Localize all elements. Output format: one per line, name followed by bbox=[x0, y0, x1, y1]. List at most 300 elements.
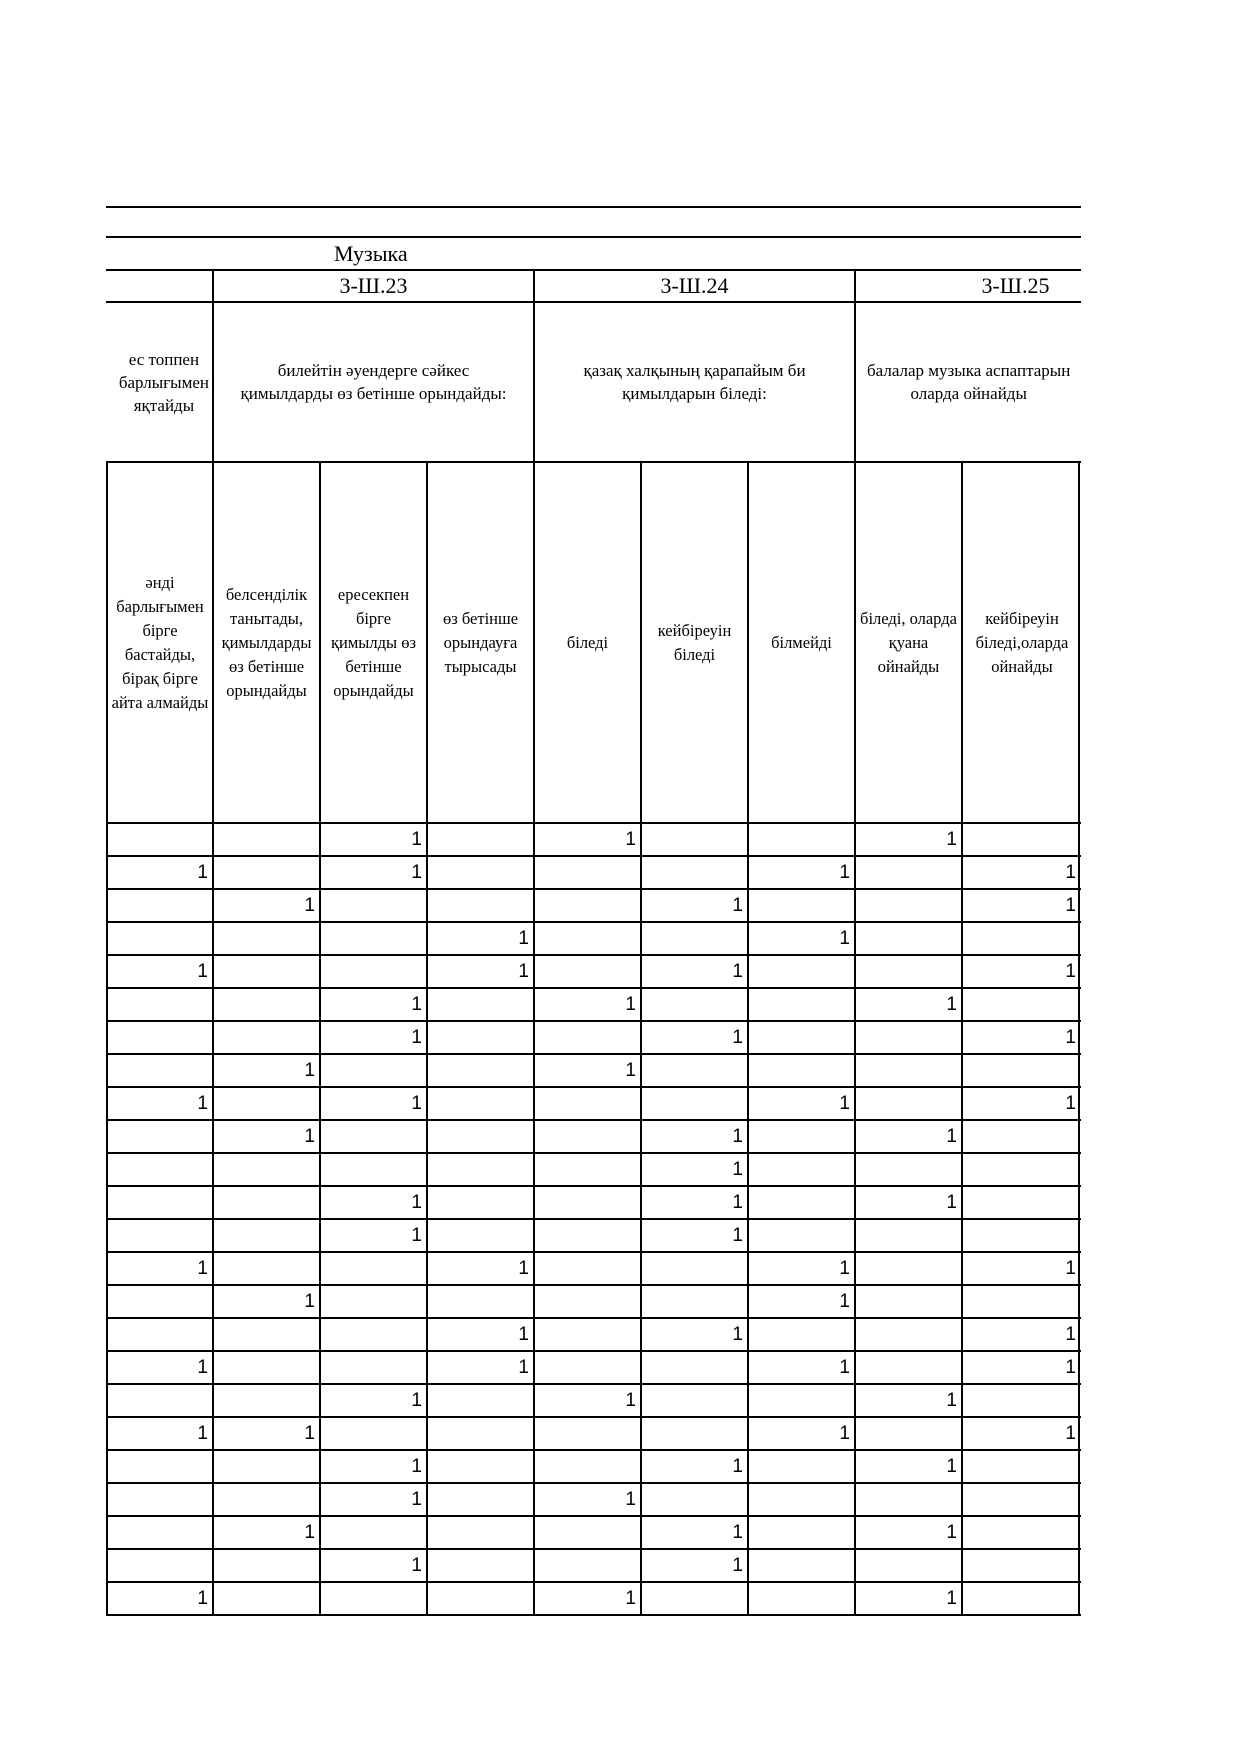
table-cell-text: 1 bbox=[839, 1257, 850, 1279]
table-cell bbox=[106, 1054, 213, 1087]
table-cell bbox=[855, 1021, 962, 1054]
table-cell bbox=[641, 1219, 748, 1252]
table-cell-text: 1 bbox=[1065, 894, 1076, 916]
assessment-sheet bbox=[106, 206, 1081, 1638]
table-cell bbox=[855, 1054, 962, 1087]
table-cell bbox=[213, 922, 320, 955]
level-4-text: өз бетінше орындауға тырысады bbox=[442, 608, 519, 676]
table-cell bbox=[427, 955, 534, 988]
table-cell bbox=[534, 1153, 641, 1186]
table-cell-text: 1 bbox=[411, 1389, 422, 1411]
table-cell bbox=[962, 1450, 1081, 1483]
level-3 bbox=[320, 462, 427, 823]
table-cell bbox=[748, 1087, 855, 1120]
table-cell bbox=[213, 823, 320, 856]
table-cell bbox=[641, 1384, 748, 1417]
table-cell bbox=[641, 1483, 748, 1516]
level-6-text: кейбіреуін біледі bbox=[657, 620, 732, 664]
table-cell bbox=[748, 1450, 855, 1483]
table-cell bbox=[427, 823, 534, 856]
level-1 bbox=[106, 462, 213, 823]
table-cell-text: 1 bbox=[839, 927, 850, 949]
table-cell bbox=[534, 1285, 641, 1318]
table-cell bbox=[106, 823, 213, 856]
table-cell bbox=[962, 1516, 1081, 1549]
level-8-text: біледі, оларда қуана ойнайды bbox=[860, 608, 957, 676]
table-cell-text: 1 bbox=[1065, 1422, 1076, 1444]
table-cell bbox=[962, 1219, 1081, 1252]
table-cell bbox=[641, 1318, 748, 1351]
table-cell bbox=[106, 1318, 213, 1351]
table-cell bbox=[855, 1186, 962, 1219]
table-cell bbox=[213, 1450, 320, 1483]
table-cell bbox=[962, 988, 1081, 1021]
table-cell-text: 1 bbox=[946, 1389, 957, 1411]
level-7 bbox=[748, 462, 855, 823]
table-cell bbox=[427, 922, 534, 955]
table-cell-text: 1 bbox=[197, 1587, 208, 1609]
table-cell bbox=[427, 1351, 534, 1384]
table-cell bbox=[534, 922, 641, 955]
table-cell bbox=[427, 1549, 534, 1582]
table-cell-text: 1 bbox=[625, 993, 636, 1015]
table-cell bbox=[320, 1450, 427, 1483]
table-cell bbox=[320, 1483, 427, 1516]
table-cell bbox=[213, 1054, 320, 1087]
table-cell bbox=[106, 1483, 213, 1516]
table-cell bbox=[962, 1054, 1081, 1087]
table-cell bbox=[641, 1450, 748, 1483]
table-cell-text: 1 bbox=[1065, 1092, 1076, 1114]
code-2 bbox=[534, 270, 855, 302]
table-cell-text: 1 bbox=[411, 828, 422, 850]
table-cell bbox=[534, 1318, 641, 1351]
table-cell bbox=[855, 1483, 962, 1516]
table-cell bbox=[962, 1087, 1081, 1120]
table-cell bbox=[855, 1351, 962, 1384]
table-cell bbox=[748, 823, 855, 856]
table-cell bbox=[534, 1582, 641, 1615]
section-title-text: Музыка bbox=[334, 240, 408, 266]
level-9-text: кейбіреуін біледі,оларда ойнайды bbox=[975, 608, 1069, 676]
table-cell bbox=[855, 1450, 962, 1483]
table-cell bbox=[748, 922, 855, 955]
table-cell bbox=[320, 1582, 427, 1615]
table-cell bbox=[106, 1120, 213, 1153]
table-cell-text: 1 bbox=[197, 1356, 208, 1378]
table-cell bbox=[748, 955, 855, 988]
table-cell bbox=[962, 955, 1081, 988]
table-cell bbox=[320, 1417, 427, 1450]
table-cell bbox=[641, 1087, 748, 1120]
table-cell-text: 1 bbox=[411, 1488, 422, 1510]
table-cell bbox=[855, 856, 962, 889]
table-cell bbox=[641, 922, 748, 955]
table-cell bbox=[641, 889, 748, 922]
table-cell bbox=[534, 1450, 641, 1483]
table-cell bbox=[106, 955, 213, 988]
table-cell-text: 1 bbox=[946, 1455, 957, 1477]
table-cell bbox=[962, 1384, 1081, 1417]
table-cell-text: 1 bbox=[197, 1422, 208, 1444]
table-cell bbox=[320, 1285, 427, 1318]
table-cell bbox=[962, 856, 1081, 889]
table-cell-text: 1 bbox=[197, 1257, 208, 1279]
table-cell bbox=[855, 1153, 962, 1186]
table-cell bbox=[427, 1450, 534, 1483]
table-cell-text: 1 bbox=[197, 960, 208, 982]
table-cell bbox=[106, 1516, 213, 1549]
table-cell bbox=[641, 1120, 748, 1153]
table-cell-text: 1 bbox=[625, 1389, 636, 1411]
table-cell-text: 1 bbox=[839, 1290, 850, 1312]
table-cell bbox=[213, 1384, 320, 1417]
table-cell-text: 1 bbox=[732, 1158, 743, 1180]
table-cell-text: 1 bbox=[839, 861, 850, 883]
table-cell bbox=[427, 1417, 534, 1450]
criterion-1 bbox=[106, 302, 213, 462]
table-cell-text: 1 bbox=[946, 1125, 957, 1147]
table-cell bbox=[641, 1351, 748, 1384]
table-cell bbox=[427, 1120, 534, 1153]
table-cell-text: 1 bbox=[304, 1521, 315, 1543]
table-cell bbox=[962, 1252, 1081, 1285]
table-cell bbox=[534, 823, 641, 856]
table-cell bbox=[641, 856, 748, 889]
table-cell bbox=[641, 1252, 748, 1285]
table-cell-text: 1 bbox=[1065, 1323, 1076, 1345]
table-cell bbox=[320, 1021, 427, 1054]
level-1-text: әнді барлығымен бірге бастайды, бірақ бірге айта алмайды bbox=[111, 572, 209, 712]
code-1 bbox=[213, 270, 534, 302]
table-cell-text: 1 bbox=[625, 1587, 636, 1609]
table-cell bbox=[855, 1549, 962, 1582]
code-2-text: 3-Ш.24 bbox=[660, 273, 729, 298]
table-cell bbox=[748, 1318, 855, 1351]
table-cell bbox=[320, 823, 427, 856]
table-cell bbox=[213, 1582, 320, 1615]
table-cell bbox=[855, 1384, 962, 1417]
table-cell bbox=[748, 1219, 855, 1252]
table-cell bbox=[855, 988, 962, 1021]
table-cell bbox=[213, 1252, 320, 1285]
table-cell bbox=[534, 1351, 641, 1384]
table-cell bbox=[106, 1219, 213, 1252]
table-cell bbox=[748, 856, 855, 889]
table-cell bbox=[427, 889, 534, 922]
table-cell bbox=[213, 1153, 320, 1186]
table-cell bbox=[106, 1087, 213, 1120]
table-cell bbox=[748, 1483, 855, 1516]
table-cell bbox=[427, 1219, 534, 1252]
table-cell bbox=[855, 922, 962, 955]
table-cell bbox=[213, 1549, 320, 1582]
table-cell bbox=[962, 922, 1081, 955]
table-cell bbox=[320, 1252, 427, 1285]
table-cell bbox=[962, 1483, 1081, 1516]
table-cell bbox=[962, 1153, 1081, 1186]
table-cell bbox=[962, 1417, 1081, 1450]
table-cell-text: 1 bbox=[411, 1026, 422, 1048]
table-cell bbox=[320, 988, 427, 1021]
table-cell bbox=[106, 1285, 213, 1318]
table-cell bbox=[855, 823, 962, 856]
table-cell bbox=[748, 1417, 855, 1450]
table-cell bbox=[534, 1087, 641, 1120]
level-5 bbox=[534, 462, 641, 823]
table-cell bbox=[534, 1417, 641, 1450]
table-cell-text: 1 bbox=[1065, 1257, 1076, 1279]
table-cell bbox=[855, 1087, 962, 1120]
table-cell bbox=[213, 988, 320, 1021]
table-cell-text: 1 bbox=[732, 960, 743, 982]
table-cell bbox=[213, 1483, 320, 1516]
table-cell-text: 1 bbox=[518, 1356, 529, 1378]
table-cell bbox=[320, 1219, 427, 1252]
table-cell bbox=[320, 1120, 427, 1153]
table-cell bbox=[855, 1285, 962, 1318]
table-cell-text: 1 bbox=[411, 1554, 422, 1576]
level-2 bbox=[213, 462, 320, 823]
table-cell bbox=[320, 1087, 427, 1120]
table-cell bbox=[748, 988, 855, 1021]
table-cell bbox=[641, 988, 748, 1021]
table-cell-text: 1 bbox=[411, 1455, 422, 1477]
table-cell-text: 1 bbox=[411, 1191, 422, 1213]
table-cell-text: 1 bbox=[946, 828, 957, 850]
table-cell bbox=[748, 1120, 855, 1153]
criterion-2-text: билейтін әуендерге сәйкес қимылдарды өз бетінше орындайды: bbox=[240, 361, 507, 403]
table-cell bbox=[213, 1318, 320, 1351]
table-cell bbox=[748, 1186, 855, 1219]
table-cell bbox=[427, 1252, 534, 1285]
table-cell-text: 1 bbox=[411, 1092, 422, 1114]
table-cell-text: 1 bbox=[304, 1422, 315, 1444]
table-cell bbox=[641, 1582, 748, 1615]
table-cell bbox=[641, 955, 748, 988]
table-cell bbox=[855, 1120, 962, 1153]
table-cell-text: 1 bbox=[625, 1488, 636, 1510]
table-cell bbox=[962, 1351, 1081, 1384]
table-cell bbox=[962, 1582, 1081, 1615]
criterion-3-text: қазақ халқының қарапайым би қимылдарын біледі: bbox=[583, 361, 806, 403]
table-cell bbox=[427, 1318, 534, 1351]
criterion-1-text: ес топпен барлығымен яқтайды bbox=[118, 349, 209, 415]
table-cell bbox=[427, 856, 534, 889]
level-2-text: белсенділік танытады, қимылдарды өз бетінше орындайды bbox=[221, 584, 312, 700]
table-cell bbox=[320, 1153, 427, 1186]
table-cell bbox=[106, 1186, 213, 1219]
code-3-text: 3-Ш.25 bbox=[981, 273, 1050, 298]
table-cell-text: 1 bbox=[839, 1422, 850, 1444]
table-cell bbox=[748, 1021, 855, 1054]
table-cell bbox=[748, 1054, 855, 1087]
table-cell-text: 1 bbox=[732, 1323, 743, 1345]
table-cell-text: 1 bbox=[197, 1092, 208, 1114]
table-cell bbox=[534, 955, 641, 988]
table-cell bbox=[213, 1021, 320, 1054]
table-cell bbox=[320, 955, 427, 988]
table-cell bbox=[855, 1219, 962, 1252]
table-cell bbox=[855, 1417, 962, 1450]
criterion-3 bbox=[534, 302, 855, 462]
table-cell bbox=[534, 889, 641, 922]
table-cell bbox=[320, 1549, 427, 1582]
table-cell bbox=[320, 1054, 427, 1087]
table-cell-text: 1 bbox=[732, 1554, 743, 1576]
table-cell-text: 1 bbox=[518, 960, 529, 982]
table-cell bbox=[213, 1516, 320, 1549]
table-cell bbox=[534, 856, 641, 889]
level-6 bbox=[641, 462, 748, 823]
table-cell-text: 1 bbox=[732, 1026, 743, 1048]
table-cell bbox=[534, 1120, 641, 1153]
table-cell bbox=[213, 1285, 320, 1318]
criterion-2 bbox=[213, 302, 534, 462]
table-cell bbox=[213, 1219, 320, 1252]
level-3-text: ересекпен бірге қимылды өз бетінше орындайды bbox=[331, 584, 416, 700]
table-cell bbox=[641, 823, 748, 856]
table-cell bbox=[534, 1384, 641, 1417]
table-cell bbox=[748, 1516, 855, 1549]
table-cell bbox=[855, 889, 962, 922]
criterion-4-text: балалар музыка аспаптарын оларда ойнайды bbox=[867, 361, 1071, 403]
table-cell bbox=[106, 1351, 213, 1384]
table-cell bbox=[641, 1153, 748, 1186]
table-cell bbox=[320, 1318, 427, 1351]
table-cell-text: 1 bbox=[304, 1125, 315, 1147]
table-cell bbox=[641, 1021, 748, 1054]
table-cell-text: 1 bbox=[411, 861, 422, 883]
table-cell bbox=[855, 1318, 962, 1351]
table-cell bbox=[213, 955, 320, 988]
table-cell bbox=[106, 1384, 213, 1417]
table-cell-text: 1 bbox=[946, 1521, 957, 1543]
code-1-text: 3-Ш.23 bbox=[339, 273, 408, 298]
table-cell-text: 1 bbox=[304, 894, 315, 916]
table-cell bbox=[320, 922, 427, 955]
table-cell bbox=[106, 988, 213, 1021]
table-cell-text: 1 bbox=[946, 993, 957, 1015]
table-cell bbox=[320, 856, 427, 889]
table-cell bbox=[534, 1549, 641, 1582]
level-8 bbox=[855, 462, 962, 823]
table-cell bbox=[534, 1252, 641, 1285]
table-cell-text: 1 bbox=[732, 1191, 743, 1213]
table-cell bbox=[641, 1285, 748, 1318]
table-cell-text: 1 bbox=[732, 1224, 743, 1246]
table-cell bbox=[427, 1186, 534, 1219]
table-cell bbox=[427, 1153, 534, 1186]
table-cell bbox=[213, 856, 320, 889]
table-cell bbox=[106, 1153, 213, 1186]
table-cell bbox=[427, 1087, 534, 1120]
table-cell bbox=[106, 889, 213, 922]
table-cell bbox=[427, 1285, 534, 1318]
table-cell bbox=[855, 1582, 962, 1615]
table-cell bbox=[427, 1483, 534, 1516]
table-cell bbox=[427, 1582, 534, 1615]
table-cell-text: 1 bbox=[518, 1323, 529, 1345]
table-cell bbox=[213, 889, 320, 922]
table-cell bbox=[855, 1252, 962, 1285]
table-cell-text: 1 bbox=[625, 828, 636, 850]
table-cell bbox=[106, 1417, 213, 1450]
table-cell bbox=[962, 1285, 1081, 1318]
section-title bbox=[334, 237, 634, 270]
table-cell bbox=[213, 1120, 320, 1153]
table-cell bbox=[962, 823, 1081, 856]
table-cell-text: 1 bbox=[411, 993, 422, 1015]
table-cell bbox=[534, 1516, 641, 1549]
table-cell-text: 1 bbox=[732, 1125, 743, 1147]
table-cell bbox=[106, 922, 213, 955]
table-cell bbox=[748, 1252, 855, 1285]
table-cell bbox=[320, 1384, 427, 1417]
table-cell bbox=[962, 1549, 1081, 1582]
table-cell bbox=[962, 1120, 1081, 1153]
table-cell-text: 1 bbox=[625, 1059, 636, 1081]
table-cell bbox=[748, 1549, 855, 1582]
table-cell-text: 1 bbox=[518, 927, 529, 949]
table-cell bbox=[641, 1417, 748, 1450]
table-cell bbox=[213, 1186, 320, 1219]
table-cell-text: 1 bbox=[732, 1455, 743, 1477]
table-cell bbox=[641, 1516, 748, 1549]
criterion-4 bbox=[855, 302, 1081, 462]
level-9 bbox=[962, 462, 1081, 823]
table-cell-text: 1 bbox=[304, 1290, 315, 1312]
code-3 bbox=[855, 270, 1081, 302]
table-cell-text: 1 bbox=[304, 1059, 315, 1081]
table-cell bbox=[534, 1021, 641, 1054]
table-cell bbox=[106, 1021, 213, 1054]
table-cell bbox=[534, 1054, 641, 1087]
table-cell-text: 1 bbox=[411, 1224, 422, 1246]
table-cell bbox=[213, 1087, 320, 1120]
table-cell bbox=[106, 1450, 213, 1483]
table-cell bbox=[641, 1186, 748, 1219]
table-cell bbox=[534, 1483, 641, 1516]
table-cell-text: 1 bbox=[1065, 1026, 1076, 1048]
table-cell bbox=[748, 1285, 855, 1318]
level-4 bbox=[427, 462, 534, 823]
table-cell-text: 1 bbox=[839, 1092, 850, 1114]
table-cell bbox=[427, 1384, 534, 1417]
table-cell-text: 1 bbox=[1065, 861, 1076, 883]
table-cell bbox=[106, 1549, 213, 1582]
level-7-text: білмейді bbox=[771, 632, 832, 652]
table-cell bbox=[106, 856, 213, 889]
table-cell-text: 1 bbox=[839, 1356, 850, 1378]
table-cell bbox=[213, 1351, 320, 1384]
table-cell bbox=[962, 1318, 1081, 1351]
table-cell-text: 1 bbox=[1065, 1356, 1076, 1378]
table-cell bbox=[320, 1516, 427, 1549]
table-cell bbox=[427, 1516, 534, 1549]
table-cell bbox=[534, 1219, 641, 1252]
table-cell bbox=[534, 988, 641, 1021]
table-cell-text: 1 bbox=[518, 1257, 529, 1279]
table-cell bbox=[427, 1054, 534, 1087]
table-cell-text: 1 bbox=[946, 1191, 957, 1213]
table-cell-text: 1 bbox=[732, 894, 743, 916]
table-cell bbox=[641, 1549, 748, 1582]
table-cell-text: 1 bbox=[946, 1587, 957, 1609]
table-cell bbox=[855, 955, 962, 988]
table-cell bbox=[962, 1021, 1081, 1054]
table-cell bbox=[962, 889, 1081, 922]
